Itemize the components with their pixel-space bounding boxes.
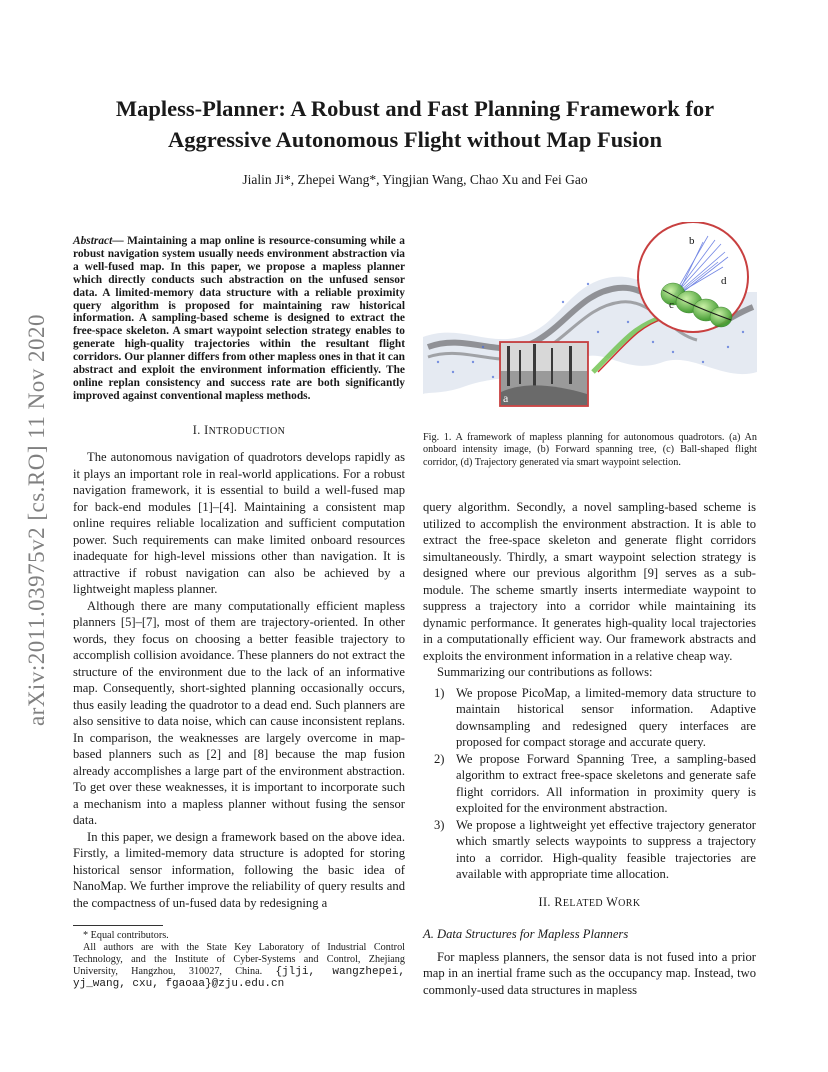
right-paragraph-1: query algorithm. Secondly, a novel sampling-based scheme is utilized to accomplish the environment abstraction. It is able to extract the free-space skeleton and generate flight corridors simultaneously. Thirdly, a smart waypoint selection strategy is designed where our previous algorithm [9] serves as a sub-module. The scheme smartly inserts intermediate waypoint to suppress a trajectory into a corridor while maintaining its dynamic performance. It generates high-quality local trajectories in a computationally efficient way. Our framework abstracts and exploits the environment information in a relative cheap way. xyxy=(423,500,756,663)
author-emails: {jlji, wangzhepei, yj_wang, cxu, fgaoaa}@zju.edu.cn xyxy=(73,966,405,991)
contribution-text: We propose Forward Spanning Tree, a sampling-based algorithm to extract free-space skeletons and generate safe flight corridors. All information in proximity query is exploited for the environment abstraction. xyxy=(456,751,756,815)
abstract-text: Maintaining a map online is resource-consuming while a robust navigation system usually needs environment abstraction via a well-fused map. In this paper, we propose a mapless planner which directly conducts such abstraction on the unfused sensor data. A limited-memory data structure with a reliable proximity query algorithm is proposed for maintaining raw historical information. A sampling-based scheme is designed to extract the free-space skeleton. A smart waypoint selection strategy enables to generate high-quality trajectories within the resultant flight corridors. Our planner differs from other mapless ones in that it can abstract and exploit the environment information efficiently. The online replan consistency and success rate are both significantly improved against conventional mapless methods. xyxy=(73,235,406,402)
section-title-initial: W xyxy=(606,894,619,909)
section-heading-introduction xyxy=(73,422,405,441)
contribution-item xyxy=(423,817,756,883)
section-heading-related-work xyxy=(423,894,756,913)
abstract xyxy=(73,235,405,403)
zoom-inset xyxy=(638,222,748,332)
subsection-heading-a: A. Data Structures for Mapless Planners xyxy=(423,927,629,941)
contribution-item xyxy=(423,751,756,817)
arxiv-identifier-text: arXiv:2011.03975v2 [cs.RO] 11 Nov 2020 xyxy=(24,313,49,727)
title-line-1: Mapless-Planner: A Robust and Fast Planning Framework for xyxy=(115,96,715,121)
contribution-number: 3) xyxy=(434,817,445,832)
right-column xyxy=(423,499,756,998)
intro-paragraph-1: The autonomous navigation of quadrotors develops rapidly as it plays an important role in real-world applications. For a robust navigation framework, it is essential to build a well-fused map for back-end modules [1]–[4]. Maintaining a consistent map online requires reliable localization and sufficient computation power. Such requirements can make limited onboard resources inadequate for high-level missions other than navigation. It is attractive if robust navigation can also be achieved by a lightweight mapless planner. xyxy=(73,450,405,597)
title-line-2: Aggressive Autonomous Flight without Map Fusion xyxy=(167,127,663,152)
section-title-rest: ELATED xyxy=(562,897,604,909)
intro-paragraph-3: In this paper, we design a framework based on the above idea. Firstly, a limited-memory data structure is adopted for storing historical sensor information, following the basic idea of NanoMap. We further improve the reliability of query results and the compactness of un-fused data by redesigning a xyxy=(73,829,405,910)
section-number: II. xyxy=(538,894,551,909)
figure-1-caption: Fig. 1. A framework of mapless planning for autonomous quadrotors. (a) An onboard intensity image, (b) Forward spanning tree, (c) Ball-shaped flight corridor, (d) Trajectory generated via smart waypoint selection. xyxy=(423,432,757,468)
contribution-item xyxy=(423,685,756,751)
abstract-dash: — xyxy=(112,235,124,247)
label-a: a xyxy=(503,391,509,405)
affiliation-text: All authors are with the State Key Laboratory of Industrial Control Technology, and the Institute of Cyber-Systems and Control, Zhejiang University, Hangzhou, 310027, China. xyxy=(73,942,405,978)
arxiv-identifier xyxy=(22,270,52,770)
figure-1-illustration xyxy=(423,222,757,422)
contribution-number: 2) xyxy=(434,751,445,766)
section-title-initial: I xyxy=(204,422,209,437)
contributions-list xyxy=(423,685,756,883)
footnote-equal-contrib: * Equal contributors. xyxy=(83,930,169,942)
footnote-rule xyxy=(73,925,163,926)
right-paragraph-2: For mapless planners, the sensor data is not fused into a prior map in an inertial frame such as the occupancy map. Instead, two commonly-used data structures in mapless xyxy=(423,949,756,997)
figure-1 xyxy=(423,222,757,422)
label-c: c xyxy=(669,299,674,311)
intensity-image-inset xyxy=(500,342,588,406)
left-column xyxy=(73,235,405,990)
contribution-text: We propose PicoMap, a limited-memory data structure to maintain historical sensor information. Adaptive downsampling and redesigned query interfaces are proposed for compact storage and accurate query. xyxy=(456,685,756,749)
section-number: I. xyxy=(192,422,201,437)
abstract-label: Abstract xyxy=(73,235,113,247)
section-title-rest: NTRODUCTION xyxy=(208,425,286,437)
contributions-intro: Summarizing our contributions as follows: xyxy=(437,665,653,679)
intro-paragraph-2: Although there are many computationally efficient mapless planners [5]–[7], most of them are trajectory-oriented. In other words, they focus on choosing a better feasible trajectory to accomplish collision avoidance. These planners do not extract the structure of the environment due to the lack of an informative map. Consequently, short-sighted planning occasionally occurs, thus easily leading the quadrotor to a dead end. Such planners are also sensitive to data noise, which can cause inconsistent replans. In comparison, the weaknesses are largely overcome in map-based planners such as [2] and [8] because the map fusion already accomplishes a large part of the environment abstraction. To get over these weaknesses, it is important to incorporate such a mechanism into a mapless planner without fusing the sensor data. xyxy=(73,598,405,828)
section-title-rest: ORK xyxy=(618,897,641,909)
label-d: d xyxy=(721,275,727,287)
contribution-text: We propose a lightweight yet effective trajectory generator which smartly selects waypoints to suppress a trajectory into a corridor. High-quality feasible trajectories are available with appropriate time allocation. xyxy=(456,817,756,881)
label-b: b xyxy=(689,235,695,247)
author-list: Jialin Ji*, Zhepei Wang*, Yingjian Wang, Chao Xu and Fei Gao xyxy=(242,172,588,187)
footnotes xyxy=(73,930,405,990)
contribution-number: 1) xyxy=(434,685,445,700)
section-title-initial: R xyxy=(554,894,563,909)
paper-title xyxy=(80,93,750,155)
footnote-affiliation xyxy=(73,942,405,990)
